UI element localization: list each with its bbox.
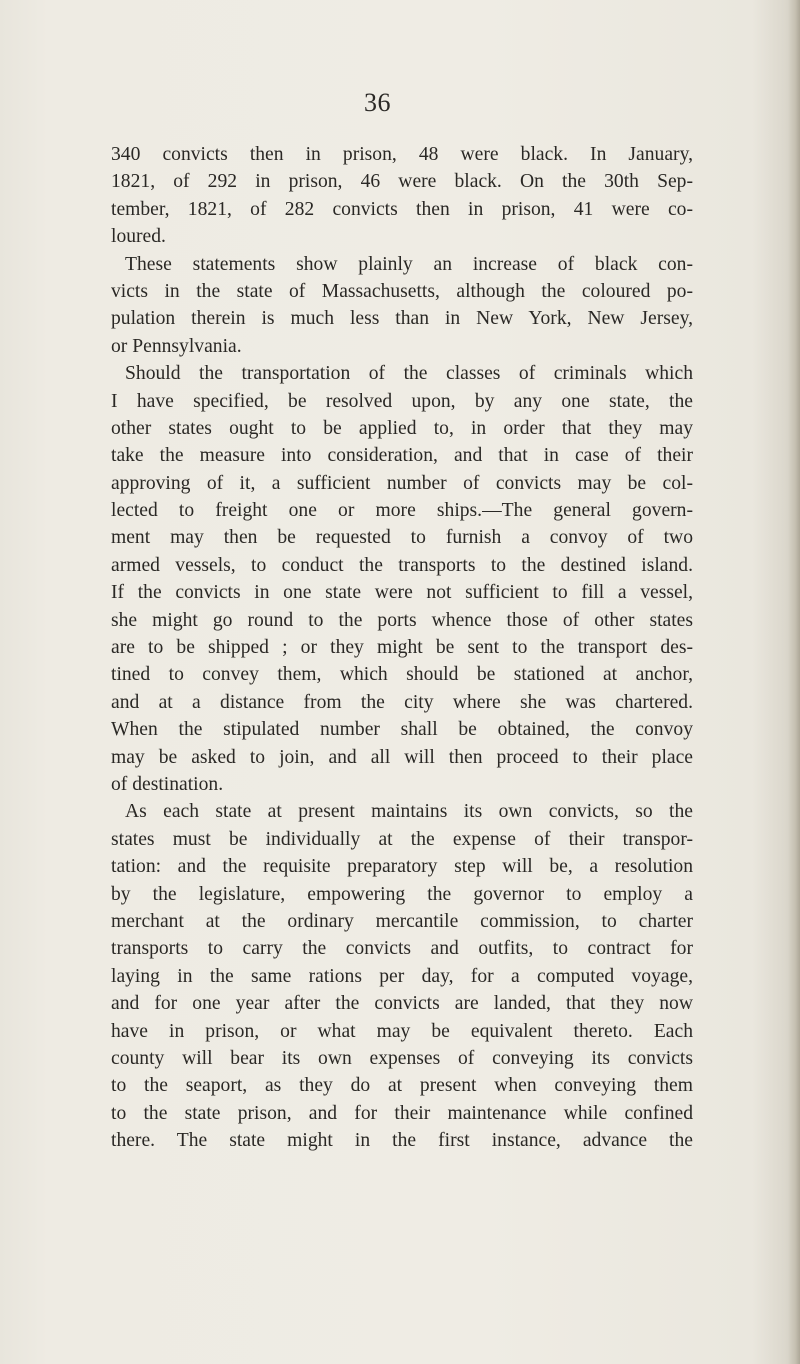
text-line: 340 convicts then in prison, 48 were black. In January, [111, 144, 693, 165]
text-line: tation: and the requisite preparatory step will be, a resolution [111, 856, 693, 878]
page-edge-shadow [788, 0, 800, 1364]
text-line: As each state at present maintains its own convicts, so the [125, 801, 693, 823]
text-line: and for one year after the convicts are landed, that they now [111, 993, 693, 1015]
text-line: county will bear its own expenses of conveying its convicts [111, 1047, 693, 1069]
text-line: lected to freight one or more ships.—The general govern- [111, 500, 693, 522]
text-line: she might go round to the ports whence those of other states [111, 609, 693, 631]
text-line: tember, 1821, of 282 convicts then in prison, 41 were co- [111, 198, 693, 220]
page-number: 36 [364, 88, 391, 117]
text-line: transports to carry the convicts and outfits, to contract for [111, 938, 693, 960]
text-line: have in prison, or what may be equivalent thereto. Each [111, 1020, 693, 1042]
text-line: there. The state might in the first instance, advance the [111, 1130, 693, 1152]
text-line: to the seaport, as they do at present when conveying them [111, 1075, 693, 1097]
text-line: victs in the state of Massachusetts, although the coloured po- [111, 280, 693, 302]
text-line: other states ought to be applied to, in order that they may [111, 417, 693, 439]
body-text [111, 141, 693, 1154]
text-line: may be asked to join, and all will then proceed to their place [111, 746, 693, 768]
text-line: take the measure into consideration, and that in case of their [111, 445, 693, 467]
text-line: or Pennsylvania. [111, 335, 242, 357]
text-line: states must be individually at the expense of their transpor- [111, 828, 693, 850]
text-line: to the state prison, and for their maintenance while confined [111, 1102, 693, 1124]
text-line: Should the transportation of the classes of criminals which [125, 363, 693, 385]
text-line: When the stipulated number shall be obtained, the convoy [111, 719, 693, 741]
text-line: 1821, of 292 in prison, 46 were black. On the 30th Sep- [111, 171, 693, 193]
text-line: These statements show plainly an increase of black con- [125, 253, 693, 275]
text-line: of destination. [111, 773, 224, 795]
text-line: loured. [111, 226, 166, 248]
text-line: merchant at the ordinary mercantile commission, to charter [111, 910, 693, 932]
text-line: armed vessels, to conduct the transports to the destined island. [111, 554, 693, 576]
text-line: approving of it, a sufficient number of convicts may be col- [111, 472, 693, 494]
text-line: ment may then be requested to furnish a convoy of two [111, 527, 693, 549]
text-line: by the legislature, empowering the governor to employ a [111, 883, 693, 905]
text-line: are to be shipped ; or they might be sent to the transport des- [111, 637, 693, 659]
text-line: pulation therein is much less than in New York, New Jersey, [111, 308, 693, 330]
text-line: I have specified, be resolved upon, by any one state, the [111, 390, 693, 412]
text-line: If the convicts in one state were not sufficient to fill a vessel, [111, 582, 693, 604]
text-line: laying in the same rations per day, for a computed voyage, [111, 965, 693, 987]
text-line: tined to convey them, which should be stationed at anchor, [111, 664, 693, 686]
text-line: and at a distance from the city where she was chartered. [111, 691, 693, 713]
